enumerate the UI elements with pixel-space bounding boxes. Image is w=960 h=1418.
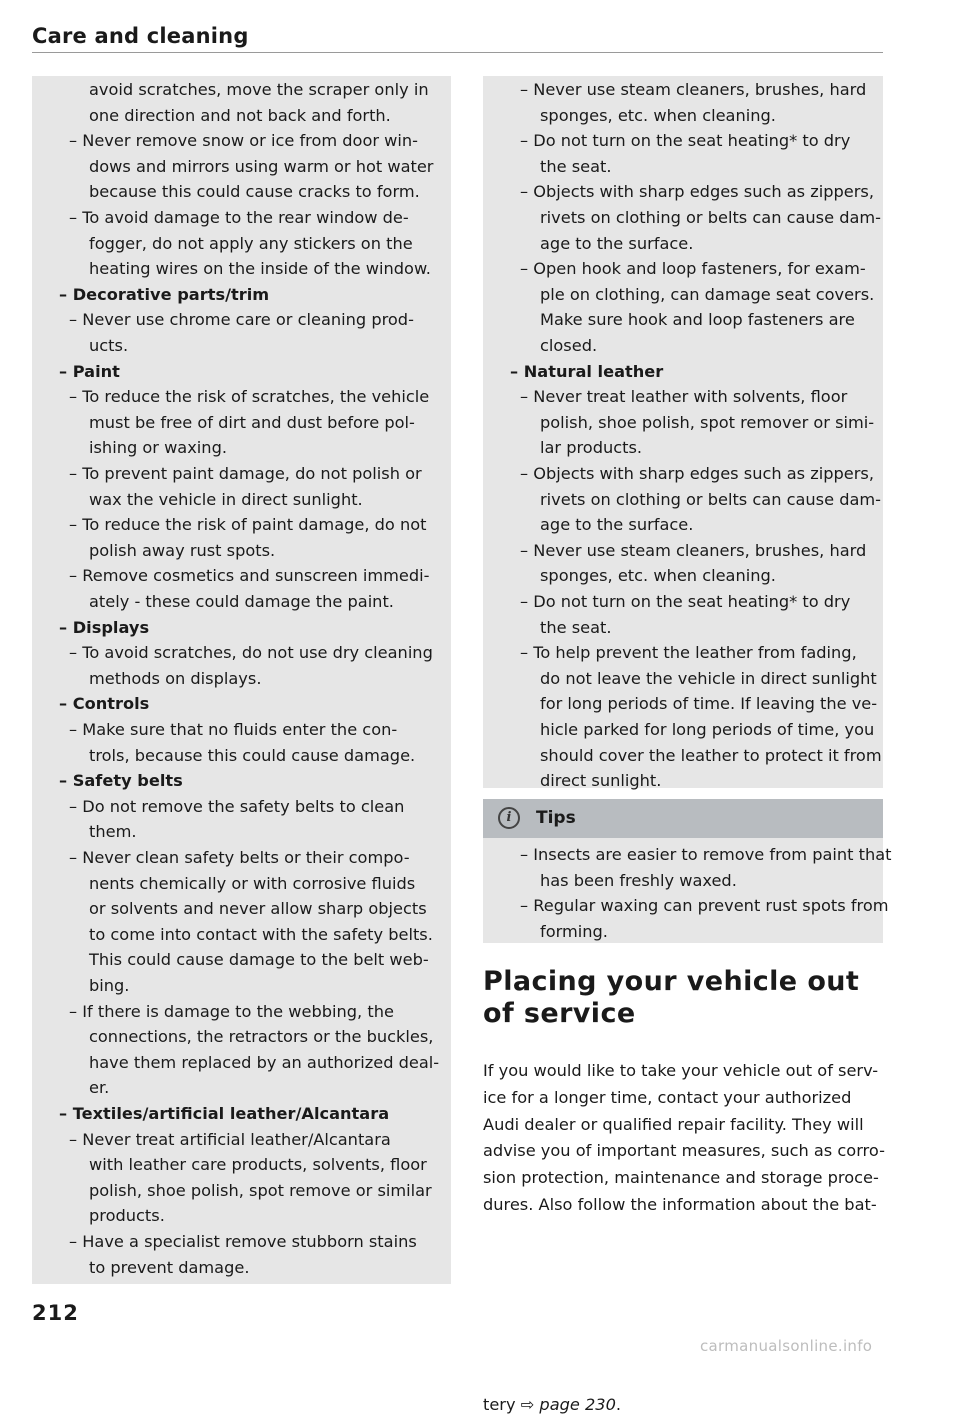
body-text-line: – Never treat leather with solvents, floor <box>520 387 848 407</box>
body-text-line: – To reduce the risk of paint damage, do not <box>69 515 427 535</box>
body-text-line: – Objects with sharp edges such as zippers, <box>520 464 874 483</box>
body-text-line: or solvents and never allow sharp objects <box>89 899 427 919</box>
body-text-line: to come into contact with the safety belts. <box>89 924 433 944</box>
body-text-line: the seat. <box>540 617 612 637</box>
body-text-line: dures. Also follow the information about the bat- <box>483 1195 877 1214</box>
section-title-line-1: Placing your vehicle out <box>483 966 860 997</box>
body-text-line: products. <box>89 1206 165 1226</box>
body-text-line: – Do not turn on the seat heating* to dry <box>520 131 851 151</box>
body-text-line: trols, because this could cause damage. <box>89 745 416 765</box>
body-text-line: sion protection, maintenance and storage proce- <box>483 1168 879 1188</box>
body-text-line: closed. <box>540 336 598 355</box>
body-text-line: do not leave the vehicle in direct sunlight <box>540 668 877 688</box>
section-title-line-2: of service <box>483 998 636 1029</box>
body-text-line: – If there is damage to the webbing, the <box>69 1001 394 1021</box>
body-text-line: – To help prevent the leather from fading, <box>520 643 857 663</box>
subheading-line: – Paint <box>59 361 120 381</box>
watermark-text: carmanualsonline.info <box>700 1337 873 1355</box>
body-text-line: advise you of important measures, such as corro- <box>483 1141 885 1161</box>
body-text-line: rivets on clothing or belts can cause dam- <box>540 489 882 509</box>
body-text-line: sponges, etc. when cleaning. <box>540 105 776 125</box>
body-text-line: – Never remove snow or ice from door win- <box>69 131 418 151</box>
body-text-line: – Do not turn on the seat heating* to dry <box>520 592 851 611</box>
body-text-line: ple on clothing, can damage seat covers. <box>540 284 875 304</box>
body-text-line: If you would like to take your vehicle out of serv- <box>483 1061 879 1080</box>
body-text-line: has been freshly waxed. <box>540 870 737 890</box>
body-text-line: age to the surface. <box>540 515 694 535</box>
body-text-line: – Make sure that no fluids enter the con- <box>69 720 398 739</box>
tips-label: Tips <box>536 808 576 828</box>
body-text-line: them. <box>89 822 137 842</box>
arrow-right-icon: ⇨ <box>520 1395 535 1414</box>
body-text-line: because this could cause cracks to form. <box>89 182 420 202</box>
body-text-line: – Do not remove the safety belts to clean <box>69 796 405 816</box>
body-text-line: fogger, do not apply any stickers on the <box>89 233 413 253</box>
body-text-line: – Objects with sharp edges such as zippers, <box>520 182 874 202</box>
body-text-line: polish, shoe polish, spot remover or simi- <box>540 412 875 432</box>
body-text-line: ice for a longer time, contact your authorized <box>483 1087 852 1107</box>
body-text-line: forming. <box>540 921 608 941</box>
subheading-line: – Decorative parts/trim <box>59 284 270 304</box>
subheading-line: – Displays <box>59 617 150 637</box>
body-text-line: – Never clean safety belts or their compo- <box>69 848 410 867</box>
body-text-line: er. <box>89 1078 110 1098</box>
page-reference-link[interactable] <box>521 1395 616 1414</box>
body-text-line: nents chemically or with corrosive fluids <box>89 873 416 893</box>
body-text-line: with leather care products, solvents, floor <box>89 1155 427 1175</box>
body-text-fragment: . <box>615 1395 622 1414</box>
body-text-line: one direction and not back and forth. <box>89 105 391 125</box>
body-text-line: rivets on clothing or belts can cause dam- <box>540 208 882 227</box>
body-text-line: – Open hook and loop fasteners, for exam- <box>520 259 866 279</box>
body-text-line: polish, shoe polish, spot remove or similar <box>89 1180 432 1200</box>
body-text-line: – To avoid damage to the rear window de- <box>69 208 409 227</box>
body-text-line: for long periods of time. If leaving the ve- <box>540 694 878 714</box>
body-text-line: – To reduce the risk of scratches, the vehicle <box>69 387 430 407</box>
body-text-line: – To avoid scratches, do not use dry cleaning <box>69 643 433 663</box>
page-reference-text: page 230 <box>539 1395 616 1414</box>
body-text-line: This could cause damage to the belt web- <box>89 950 429 970</box>
body-text-line: lar products. <box>540 438 643 458</box>
body-text-line: avoid scratches, move the scraper only in <box>89 80 429 99</box>
body-text-line: connections, the retractors or the buckles, <box>89 1027 434 1047</box>
body-text-line: heating wires on the inside of the window. <box>89 259 431 279</box>
page-header-title: Care and cleaning <box>32 24 249 48</box>
body-text-line: – Never use steam cleaners, brushes, hard <box>520 80 867 99</box>
body-text-line: should cover the leather to protect it from <box>540 745 882 765</box>
body-text-line: polish away rust spots. <box>89 540 276 560</box>
body-text-line: – To prevent paint damage, do not polish or <box>69 464 422 483</box>
header-divider <box>32 52 883 53</box>
body-text-line: to prevent damage. <box>89 1257 250 1277</box>
body-text-line: Audi dealer or qualified repair facility. They will <box>483 1114 864 1134</box>
subheading-line: – Textiles/artificial leather/Alcantara <box>59 1104 390 1123</box>
body-text-line: Make sure hook and loop fasteners are <box>540 310 855 330</box>
subheading-line: – Safety belts <box>59 771 183 791</box>
body-text-line: age to the surface. <box>540 233 694 253</box>
body-text-line: – Regular waxing can prevent rust spots from <box>520 896 889 916</box>
body-text-line: – Remove cosmetics and sunscreen immedi- <box>69 566 430 586</box>
body-text-line: wax the vehicle in direct sunlight. <box>89 489 363 509</box>
body-text-line: have them replaced by an authorized deal- <box>89 1052 440 1072</box>
body-text-line: – Insects are easier to remove from paint that <box>520 845 892 864</box>
body-text-line: hicle parked for long periods of time, you <box>540 720 875 739</box>
info-icon: i <box>498 807 520 829</box>
body-text-line: – Never use chrome care or cleaning prod- <box>69 310 414 330</box>
body-text-line: – Never treat artificial leather/Alcantara <box>69 1129 391 1149</box>
body-text-fragment: tery <box>483 1395 521 1414</box>
subheading-line: – Controls <box>59 694 150 714</box>
body-text-line: – Never use steam cleaners, brushes, hard <box>520 540 867 560</box>
body-text-line: sponges, etc. when cleaning. <box>540 566 776 586</box>
body-text-line: direct sunlight. <box>540 771 662 791</box>
body-text-line: the seat. <box>540 156 612 176</box>
body-text-line: ishing or waxing. <box>89 438 227 458</box>
subheading-line: – Natural leather <box>510 361 664 381</box>
body-text-line: must be free of dirt and dust before pol- <box>89 412 415 432</box>
body-text-line: dows and mirrors using warm or hot water <box>89 156 434 176</box>
body-text-line: methods on displays. <box>89 668 262 688</box>
body-text-line: – Have a specialist remove stubborn stains <box>69 1232 417 1251</box>
body-text-line: ucts. <box>89 336 129 355</box>
body-text-line: bing. <box>89 976 130 995</box>
page-number: 212 <box>32 1301 79 1325</box>
section-body-last-line <box>483 1392 621 1418</box>
body-text-line: ately - these could damage the paint. <box>89 592 394 611</box>
